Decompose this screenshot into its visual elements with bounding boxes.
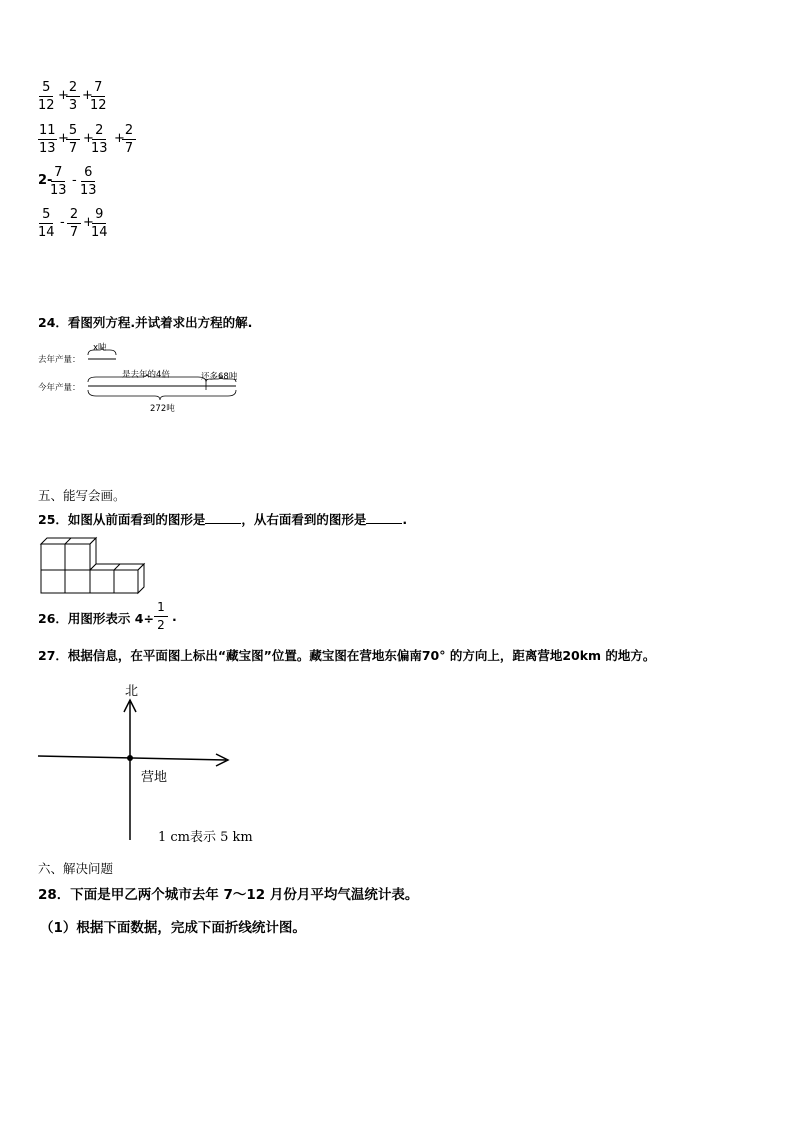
operator: - [72,173,77,188]
question-27: 27．根据信息，在平面图上标出“藏宝图”位置。藏宝图在营地东偏南70° 的方向上，距离营地20km 的地方。 [38,648,656,663]
north-label: 北 [125,684,139,699]
fraction: $\frac{2}{7}$ [122,123,136,156]
operator: + [58,131,69,146]
operator: + [83,215,94,230]
question-26: 26．用图形表示 4÷ [38,611,154,626]
fraction: $\frac{2}{3}$ [66,80,80,113]
fraction: $\frac{2}{13}$ [91,123,108,156]
question-24: 24．看图列方程.并试着求出方程的解. [38,315,253,330]
fraction: $\frac{5}{12}$ [38,80,55,113]
operator: + [83,131,94,146]
fraction: $\frac{7}{13}$ [50,165,67,198]
fraction: $\frac{2}{7}$ [67,207,81,240]
camp-label: 营地 [141,770,168,785]
camp-point [127,755,133,761]
operator: - [60,215,65,230]
fraction: $\frac{7}{12}$ [90,80,107,113]
operator: + [82,88,93,103]
question-25: 25．如图从前面看到的图形是 ，从右面看到的图形是 . [38,512,408,527]
total-label: 272吨 [150,404,175,414]
fraction: $\frac{11}{13}$ [39,123,56,156]
fraction: $\frac{5}{7}$ [66,123,80,156]
operator: + [58,88,69,103]
scale-label: 1 cm表示 5 km [158,830,253,845]
q26-end: . [172,609,177,624]
x-label: x吨 [93,343,107,353]
cube-drawing [38,535,150,597]
last-year-label: 去年产量： [38,355,81,365]
fraction-one-half: $\frac{1}{2}$ [154,600,168,633]
compass-axes [30,690,240,850]
question-28: 28．下面是甲乙两个城市去年 7～12 月份月平均气温统计表。 [38,887,419,903]
operator: 2- [38,173,53,188]
section-5-title: 五、能写会画。 [38,488,126,503]
question-28-part-1: （1）根据下面数据，完成下面折线统计图。 [40,920,306,936]
fraction: $\frac{6}{13}$ [80,165,97,198]
fraction: $\frac{9}{14}$ [91,207,108,240]
answer-blank-right[interactable] [366,511,402,524]
times-label: 是去年的4倍 [122,370,170,380]
fraction: $\frac{5}{14}$ [38,207,55,240]
segment-lines [0,0,260,420]
more-label: 还多68吨 [201,372,238,382]
this-year-label: 今年产量： [38,383,81,393]
answer-blank-front[interactable] [205,511,241,524]
section-6-title: 六、解决问题 [38,861,114,876]
operator: + [114,131,125,146]
